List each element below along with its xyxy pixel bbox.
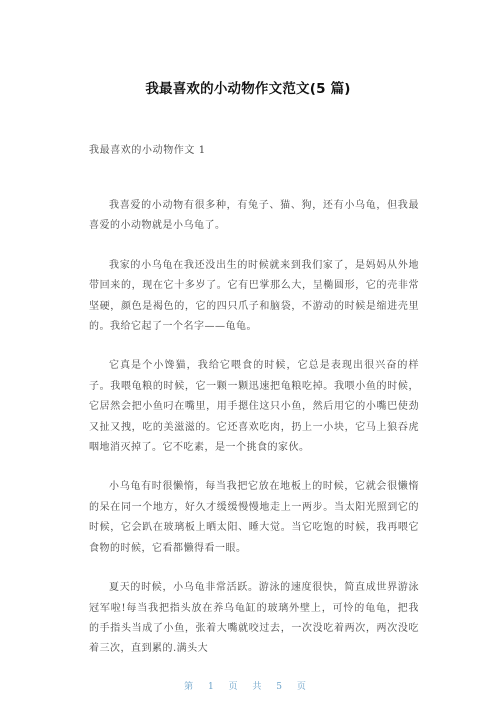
document-title: 我最喜欢的小动物作文范文(5 篇): [145, 81, 351, 97]
paragraph: 我喜爱的小动物有很多种，有兔子、猫、狗，还有小乌龟，但我最喜爱的小动物就是小乌龟了。: [89, 200, 419, 232]
paragraph: 小乌龟有时很懒惰，每当我把它放在地板上的时候，它就会很懒惰的呆在同一个地方，好久才缓缓慢慢地走上一两步。当太阳光照到它的时候，它会趴在玻璃板上晒太阳、睡大觉。当它吃饱的时候，我再喂它食物的时候，它看都懒得看一眼。: [89, 481, 419, 554]
page-number-footer: 第 1 页 共 5 页: [184, 682, 312, 692]
paragraph: 它真是个小馋猫，我给它喂食的时候，它总是表现出很兴奋的样子。我喂龟粮的时候，它一颗一颗迅速把龟粮吃掉。我喂小鱼的时候，它居然会把小鱼叼在嘴里，用手摁住这只小鱼，然后用它的小嘴巴使劲又扯又拽，吃的美滋滋的。它还喜欢吃肉，扔上一小块，它马上狼吞虎咽地消灭掉了。它不吃素，是一个挑食的家伙。: [89, 360, 419, 454]
section-heading: 我最喜欢的小动物作文 1: [89, 145, 206, 156]
document-body: [89, 196, 419, 679]
paragraph: 我家的小乌龟在我还没出生的时候就来到我们家了，是妈妈从外地带回来的，现在它十多岁了。它有巴掌那么大，呈椭圆形，它的壳非常坚硬，颜色是褐色的，它的四只爪子和脑袋，不游动的时候是缩进壳里的。我给它起了一个名字——龟龟。: [89, 259, 419, 333]
paragraph: 夏天的时候，小乌龟非常活跃。游泳的速度很快，简直成世界游泳冠军啦!每当我把指头放在养乌龟缸的玻璃外壁上，可怜的龟龟，把我的手指头当成了小鱼，张着大嘴就咬过去，一次没吃着两次，两次没吃着三次，直到累的.满头大: [89, 582, 419, 655]
